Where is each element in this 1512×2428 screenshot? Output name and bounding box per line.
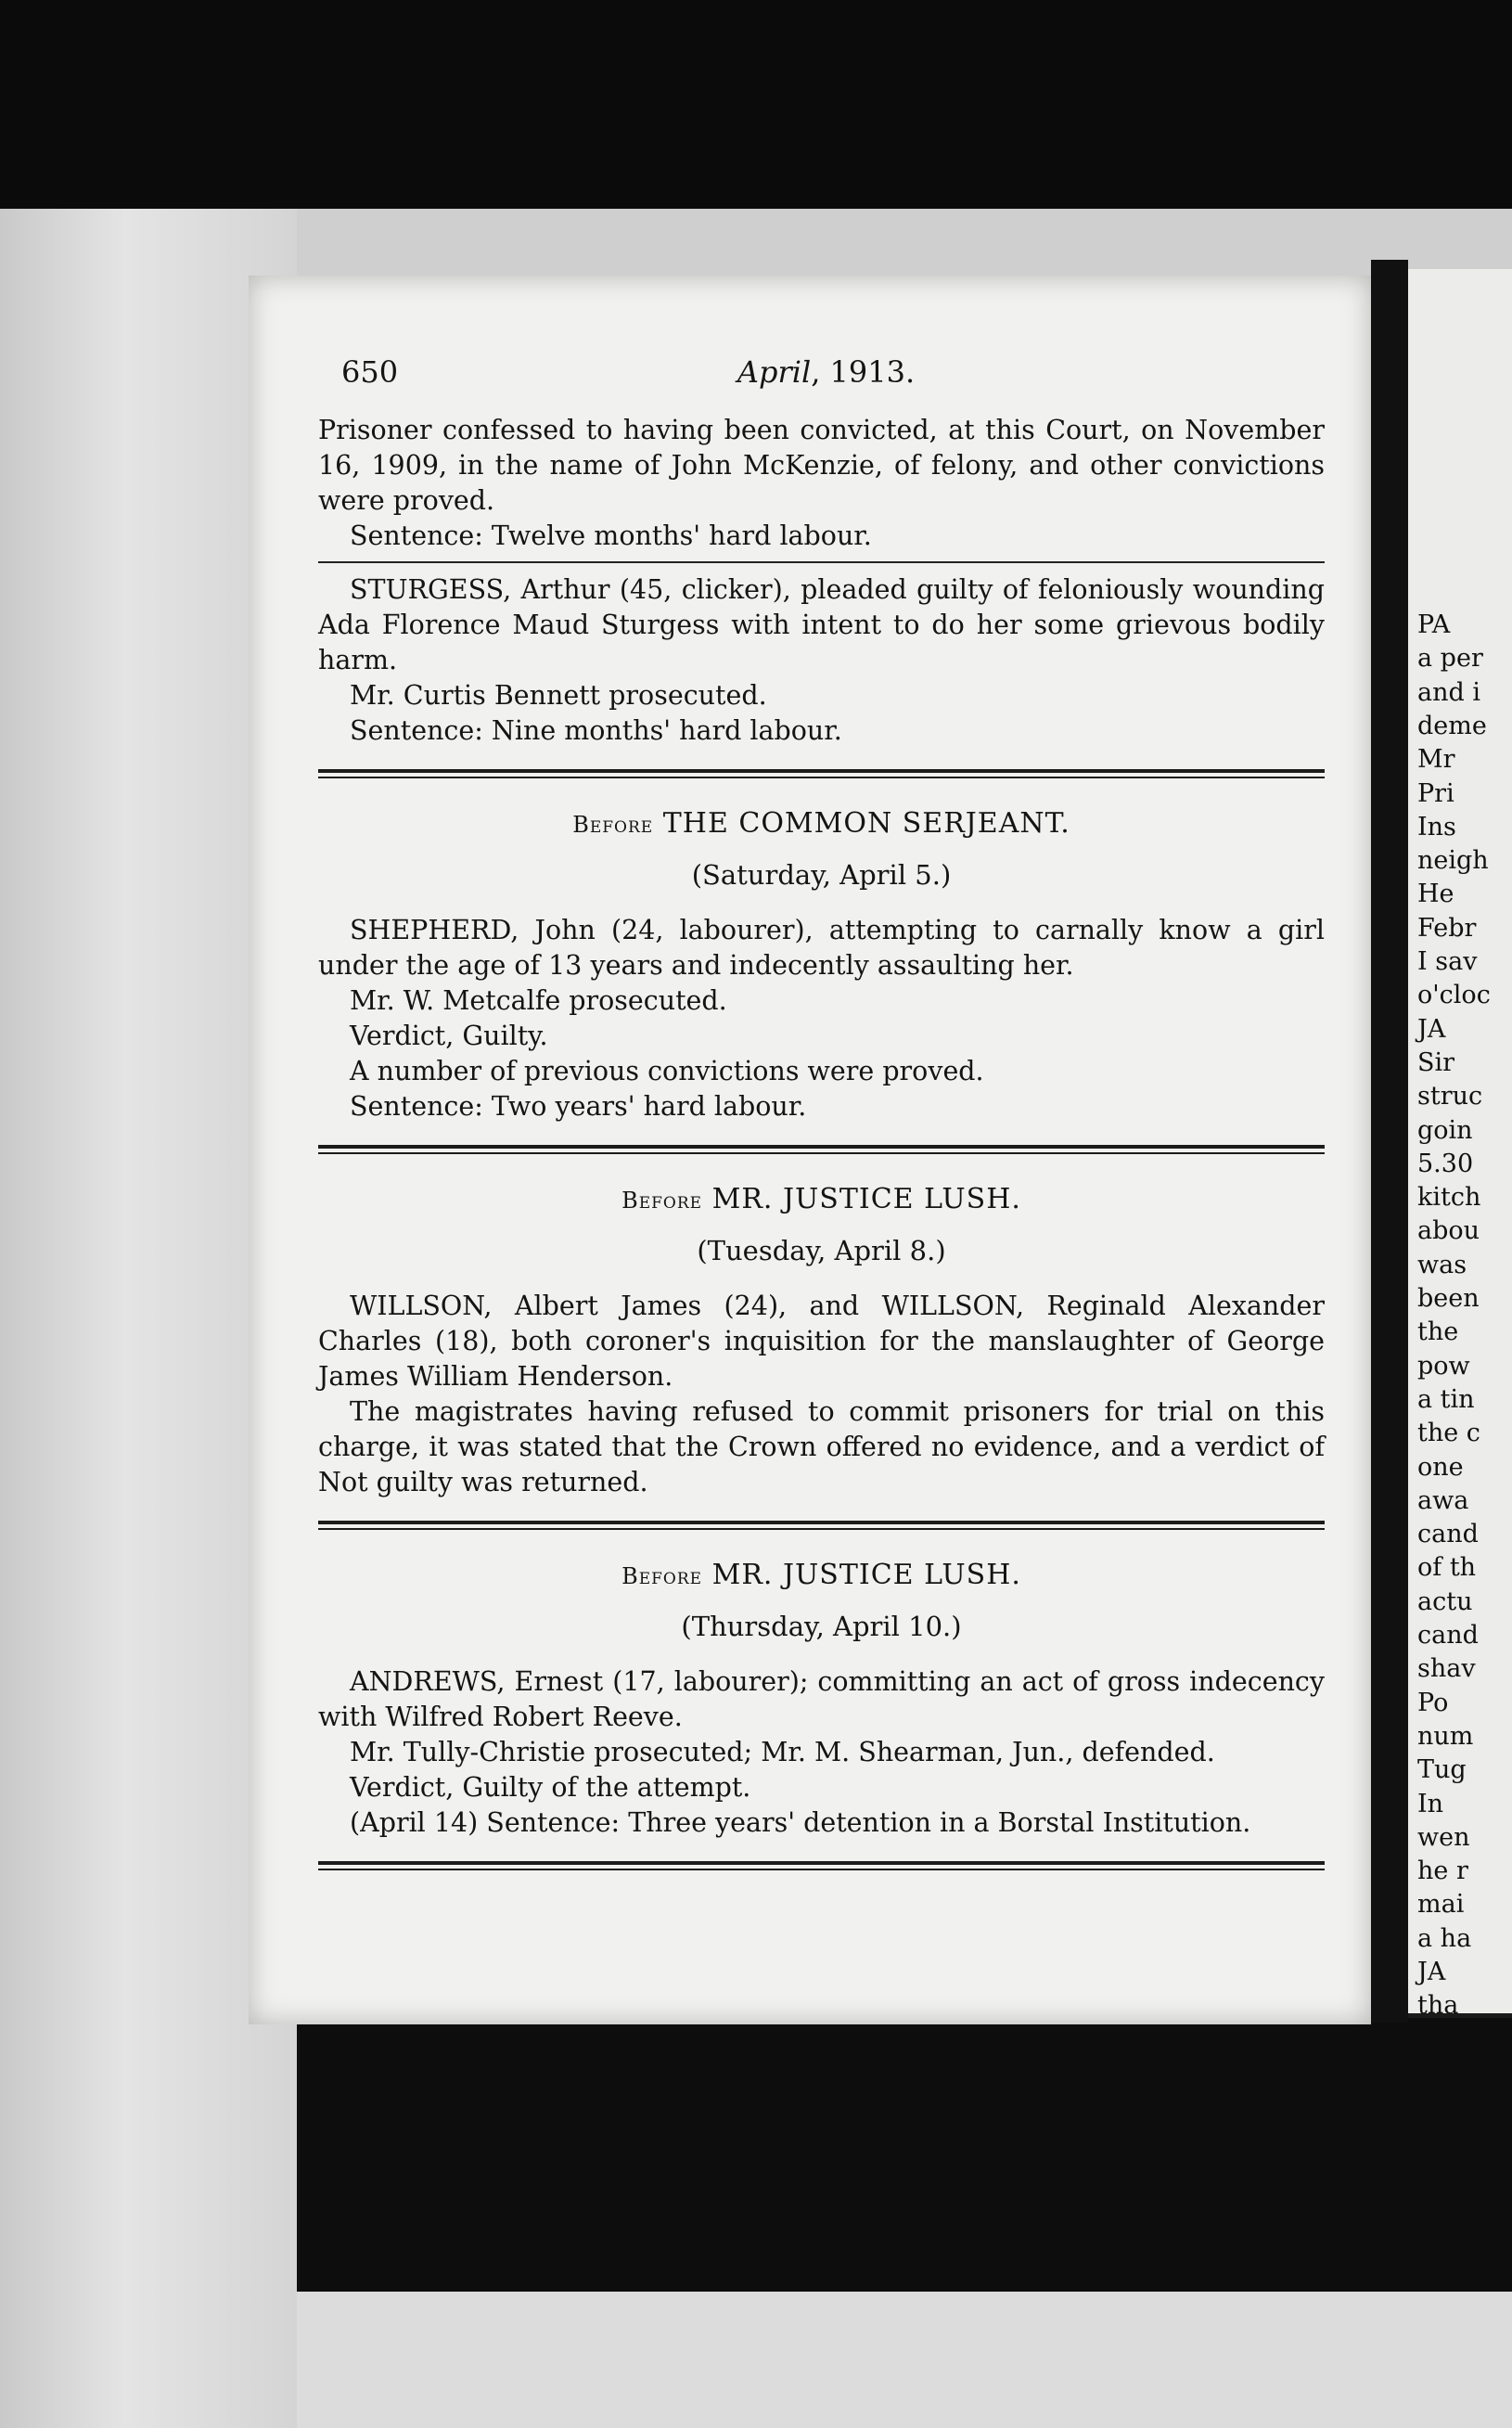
- court-heading-name: THE COMMON SERJEANT.: [662, 807, 1070, 840]
- court-section: [318, 1182, 1325, 1500]
- facing-page-line: the: [1417, 1317, 1459, 1347]
- court-heading: [318, 806, 1325, 842]
- facing-page-line: of th: [1417, 1553, 1477, 1583]
- facing-page-line: PA: [1417, 610, 1451, 639]
- case-entry: [318, 572, 1325, 749]
- case-entry: [318, 413, 1325, 554]
- scan-bottom-border: [297, 2018, 1512, 2296]
- facing-page-line: neigh: [1417, 846, 1489, 876]
- facing-page-line: He: [1417, 880, 1454, 909]
- facing-page-line: Tug: [1417, 1755, 1467, 1785]
- case-paragraph: Prisoner confessed to having been convicted, at this Court, on November 16, 1909, in the name of John McKenzie, of felony, and other convictions were proved.: [318, 415, 1325, 516]
- case-paragraph: ANDREWS, Ernest (17, labourer); committing an act of gross indecency with Wilfred Robert Reeve.: [318, 1666, 1325, 1732]
- facing-page-line: o'cloc: [1417, 981, 1491, 1010]
- case-prosecution: Mr. W. Metcalfe prosecuted.: [350, 985, 727, 1016]
- facing-page-line: shav: [1417, 1654, 1476, 1684]
- facing-page-line: the c: [1417, 1419, 1480, 1448]
- facing-page-line: Sir: [1417, 1047, 1455, 1077]
- case-paragraph: SHEPHERD, John (24, labourer), attempting to carnally know a girl under the age of 13 years and indecently assaulting her.: [318, 915, 1325, 981]
- case-sentence: Sentence: Nine months' hard labour.: [350, 715, 842, 746]
- facing-page-line: Ins: [1417, 812, 1456, 841]
- facing-page-line: was: [1417, 1250, 1467, 1279]
- sitting-date: (Saturday, April 5.): [691, 859, 952, 891]
- facing-page-line: deme: [1417, 711, 1487, 740]
- facing-page-line: I sav: [1417, 947, 1478, 976]
- facing-page-line: Pri: [1417, 778, 1454, 808]
- case-note: A number of previous convictions were proved.: [350, 1056, 984, 1086]
- scan-lower-page-edge: [297, 2292, 1512, 2428]
- facing-page-line: he r: [1417, 1856, 1468, 1886]
- document-page: [249, 276, 1371, 2024]
- page-header: [341, 354, 1311, 392]
- page-number: 650: [341, 354, 399, 390]
- court-heading-before: Before: [621, 1563, 703, 1589]
- facing-page-line: In: [1417, 1789, 1444, 1818]
- facing-page-line: kitch: [1417, 1183, 1481, 1213]
- section-divider: [318, 1861, 1325, 1870]
- facing-page-line: a tin: [1417, 1384, 1475, 1414]
- running-title-month: April: [737, 354, 812, 390]
- facing-page-line: cand: [1417, 1621, 1479, 1650]
- case-prosecution: Mr. Tully-Christie prosecuted; Mr. M. Shearman, Jun., defended.: [350, 1737, 1215, 1767]
- section-divider: [318, 769, 1325, 778]
- facing-page-line: pow: [1417, 1351, 1470, 1381]
- facing-page-line: struc: [1417, 1082, 1483, 1111]
- sitting-date: (Tuesday, April 8.): [697, 1235, 946, 1266]
- court-section: [318, 806, 1325, 1124]
- facing-page-line: and i: [1417, 677, 1480, 707]
- court-heading-name: MR. JUSTICE LUSH.: [711, 1559, 1021, 1591]
- court-heading-before: Before: [572, 812, 654, 838]
- facing-page-line: actu: [1417, 1587, 1473, 1616]
- facing-page-line: JA: [1417, 1014, 1446, 1044]
- page-body: [318, 413, 1325, 1898]
- court-heading-name: MR. JUSTICE LUSH.: [711, 1183, 1021, 1215]
- facing-page: [1408, 269, 1512, 2013]
- scan-upper-page-edge: [297, 209, 1512, 283]
- facing-page-line: Mr: [1417, 745, 1455, 775]
- court-heading: [318, 1182, 1325, 1218]
- facing-page-line: a per: [1417, 644, 1483, 674]
- case-divider: [318, 561, 1325, 563]
- facing-page-line: mai: [1417, 1890, 1465, 1920]
- case-paragraph: STURGESS, Arthur (45, clicker), pleaded guilty of feloniously wounding Ada Florence Maud Sturgess with intent to do her some grievous bodily harm.: [318, 574, 1325, 675]
- book-gutter: [1371, 260, 1408, 2023]
- section-divider: [318, 1145, 1325, 1154]
- case-sentence: Sentence: Twelve months' hard labour.: [350, 520, 872, 551]
- facing-page-line: wen: [1417, 1822, 1470, 1852]
- facing-page-line: Febr: [1417, 913, 1477, 943]
- court-heading: [318, 1558, 1325, 1594]
- case-sentence: Sentence: Two years' hard labour.: [350, 1091, 807, 1122]
- section-divider: [318, 1521, 1325, 1530]
- facing-page-line: a ha: [1417, 1923, 1472, 1953]
- facing-page-line: goin: [1417, 1115, 1473, 1145]
- case-prosecution: Mr. Curtis Bennett prosecuted.: [350, 680, 767, 711]
- court-heading-before: Before: [621, 1188, 703, 1214]
- facing-page-line: been: [1417, 1284, 1480, 1313]
- facing-page-line: awa: [1417, 1485, 1469, 1515]
- court-section: [318, 1558, 1325, 1841]
- facing-page-line: one: [1417, 1452, 1464, 1482]
- running-title: [341, 354, 1311, 390]
- case-sentence: (April 14) Sentence: Three years' detention in a Borstal Institution.: [350, 1807, 1251, 1838]
- facing-page-line: JA: [1417, 1958, 1446, 1986]
- running-title-year: , 1913.: [811, 354, 916, 390]
- facing-page-line: abou: [1417, 1216, 1480, 1246]
- case-verdict: Verdict, Guilty of the attempt.: [350, 1772, 751, 1803]
- case-paragraph: The magistrates having refused to commit prisoners for trial on this charge, it was stated that the Crown offered no evidence, and a verdict of Not guilty was returned.: [318, 1396, 1325, 1497]
- facing-page-line: tha: [1417, 1991, 1459, 2013]
- facing-page-line: Po: [1417, 1688, 1449, 1717]
- facing-page-line: 5.30: [1417, 1149, 1474, 1178]
- scan-top-border: [0, 0, 1512, 209]
- case-paragraph: WILLSON, Albert James (24), and WILLSON, Reginald Alexander Charles (18), both coroner's inquisition for the manslaughter of George James William Henderson.: [318, 1291, 1325, 1392]
- facing-page-line: cand: [1417, 1520, 1479, 1549]
- sitting-date: (Thursday, April 10.): [681, 1611, 962, 1642]
- facing-page-line: num: [1417, 1721, 1474, 1751]
- case-verdict: Verdict, Guilty.: [350, 1021, 548, 1051]
